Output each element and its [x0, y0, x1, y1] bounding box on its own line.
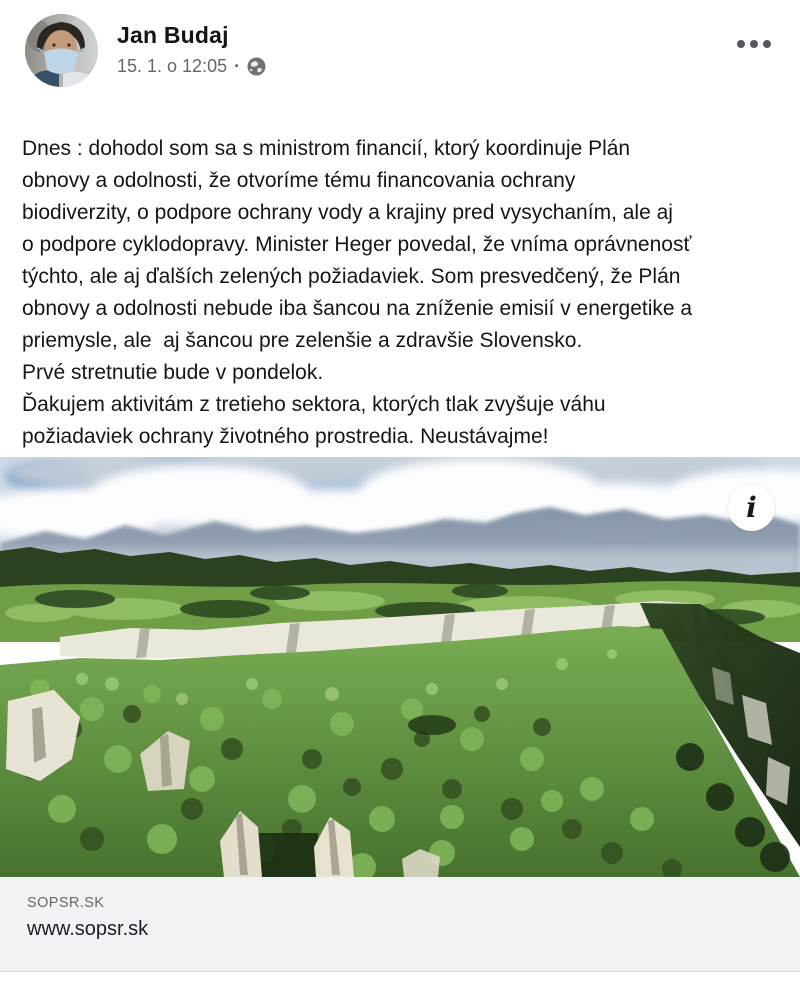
post-text-line: Prvé stretnutie bude v pondelok.	[22, 361, 324, 384]
post-text-line: týchto, ale aj ďalších zelených požiadaviek. Som presvedčený, že Plán	[22, 265, 681, 288]
avatar[interactable]	[25, 14, 98, 87]
post-text-line: obnovy a odolnosti nebude iba šancou na zníženie emisií v energetike a	[22, 297, 693, 320]
post-photo[interactable]	[0, 457, 800, 877]
post-text-line: Ďakujem aktivitám z tretieho sektora, ktorých tlak zvyšuje váhu	[22, 393, 606, 416]
globe-icon	[247, 57, 266, 76]
timestamp[interactable]: 15. 1. o 12:05	[117, 56, 228, 76]
post-meta	[117, 56, 266, 77]
link-domain: SOPSR.SK	[27, 895, 105, 911]
avatar-image	[25, 14, 98, 87]
post-text-line: priemysle, ale aj šancou pre zelenšie a zdravšie Slovensko.	[22, 329, 583, 352]
meta-separator: ·	[234, 56, 241, 76]
link-title[interactable]: www.sopsr.sk	[27, 918, 149, 940]
post-text-line: obnovy a odolnosti, že otvoríme tému financovania ochrany	[22, 169, 576, 192]
post-text-line: požiadaviek ochrany životného prostredia. Neustávajme!	[22, 425, 549, 448]
link-preview-card[interactable]	[0, 877, 800, 971]
author-name[interactable]: Jan Budaj	[117, 22, 229, 48]
photo-info-button[interactable]: i	[728, 484, 775, 531]
card-bottom-divider	[0, 971, 800, 983]
post-text-line: Dnes : dohodol som sa s ministrom financií, ktorý koordinuje Plán	[22, 137, 631, 160]
post-options-button[interactable]	[726, 24, 782, 64]
ellipsis-dot	[737, 40, 745, 48]
post-text-line: biodiverzity, o podpore ochrany vody a krajiny pred vysychaním, ale aj	[22, 201, 673, 224]
ellipsis-dot	[763, 40, 771, 48]
post-text	[22, 133, 782, 453]
post-text-line: o podpore cyklodopravy. Minister Heger povedal, že vníma oprávnenosť	[22, 233, 692, 256]
landscape-photo	[0, 457, 800, 877]
ellipsis-dot	[750, 40, 758, 48]
